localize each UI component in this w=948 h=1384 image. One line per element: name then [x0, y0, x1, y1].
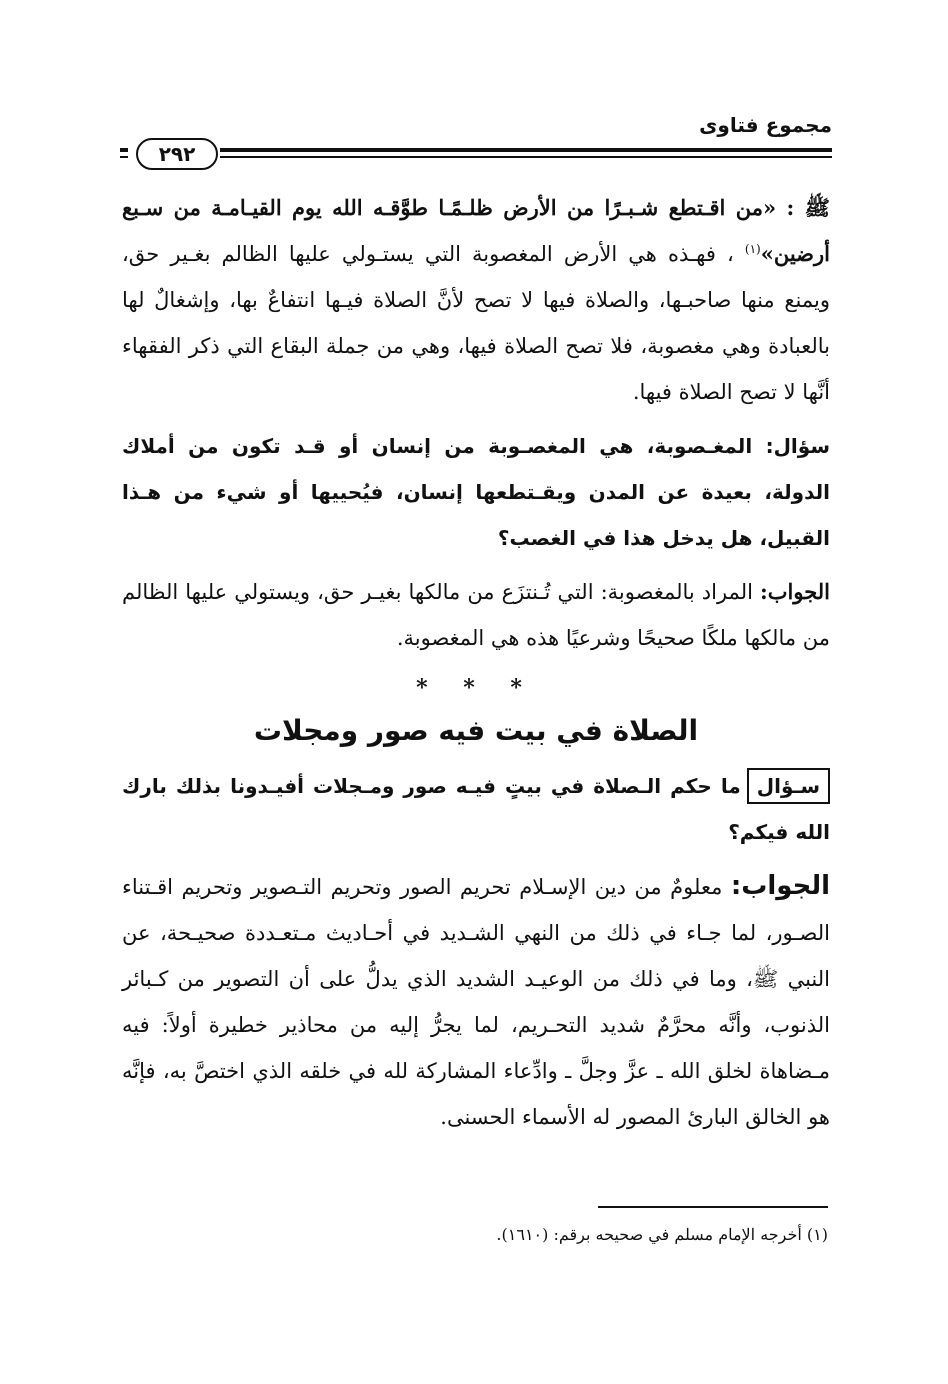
page-number: ٢٩٢ [136, 138, 218, 170]
answer-usurped-land [122, 569, 830, 661]
hadith-explanation-text: ، فهـذه هي الأرض المغصوبة التي يستـولي عليها الظالم بغـير حق، ويمنع منها صاحبـها، والصلاة فيها لا تصح لأنَّ الصلاة فيـها انتفاعٌ بها، وإشغالٌ لها بالعبادة وهي مغصوبة، فلا تصح الصلاة فيها، وهي من جملة البقاع التي ذكر الفقهاء أنَّها لا تصح الصلاة فيها. [122, 242, 830, 404]
page-header [120, 110, 832, 170]
section-divider-stars: * * * [416, 675, 536, 701]
answer-label-large: الجواب: [730, 871, 830, 901]
answer-images-magazines [122, 863, 830, 1140]
question-text: ما حكم الـصلاة في بيتٍ فيـه صور ومـجلات أفيـدونا بذلك بارك الله فيكم؟ [122, 774, 830, 844]
question-label-box: سـؤال [747, 768, 830, 804]
book-title: مجموع فتاوى [699, 113, 832, 137]
footnote-marker: (١) [744, 242, 761, 256]
footnote: (١) أخرجه الإمام مسلم في صحيحه برقم: (١٦١٠). [496, 1225, 828, 1244]
footnote-rule [598, 1206, 828, 1208]
header-rule-thick [120, 148, 832, 152]
section-title: الصلاة في بيت فيه صور ومجلات [253, 714, 699, 747]
header-rule-thin [120, 156, 832, 158]
page-content [122, 185, 830, 1140]
hadith-quote: ﷺ : «من اقـتطع شـبـرًا من الأرض ظلـمًـا طوَّقـه الله يوم القيـامـة من سـبع أرضين» [122, 195, 830, 266]
question-usurped-land: سؤال: المغـصوبة، هي المغصـوبة من إنسان أو قـد تكون من أملاك الدولة، بعيدة عن المدن ويقـتطعها إنسان، فيُحييها أو شيء من هـذا القبيل، هل يدخل هذا في الغصب؟ [122, 434, 830, 550]
answer-label: الجواب: [760, 579, 830, 604]
answer-text: المراد بالمغصوبة: التي تُـنتزَع من مالكها بغيـر حق، ويستولي عليها الظالم من مالكها ملكًا صحيحًا وشرعيًا هذه هي المغصوبة. [122, 580, 830, 650]
paragraph-hadith-explanation [122, 185, 830, 415]
question-images-magazines [122, 763, 830, 855]
answer-text-long: معلومٌ من دين الإسـلام تحريم الصور وتحريم التـصوير وتحريم اقـتناء الصـور، لما جـاء في ذلك من النهي الشـديد في أحـاديث مـتعـددة صحيـحة، عن النبي ﷺ، وما في ذلك من الوعيـد الشديد الذي يدلُّ على أن التصوير من كـبائر الذنوب، وأنَّه محرَّمٌ شديد التحـريم، لما يجرُّ إليه من محاذير خطيرة أولاً: فيه مـضاهاة لخلق الله ـ عزَّ وجلَّ ـ وادِّعاء المشاركة لله في خلقه الذي اختصَّ به، فإنَّه هو الخالق البارئ المصور له الأسماء الحسنى. [122, 875, 830, 1129]
